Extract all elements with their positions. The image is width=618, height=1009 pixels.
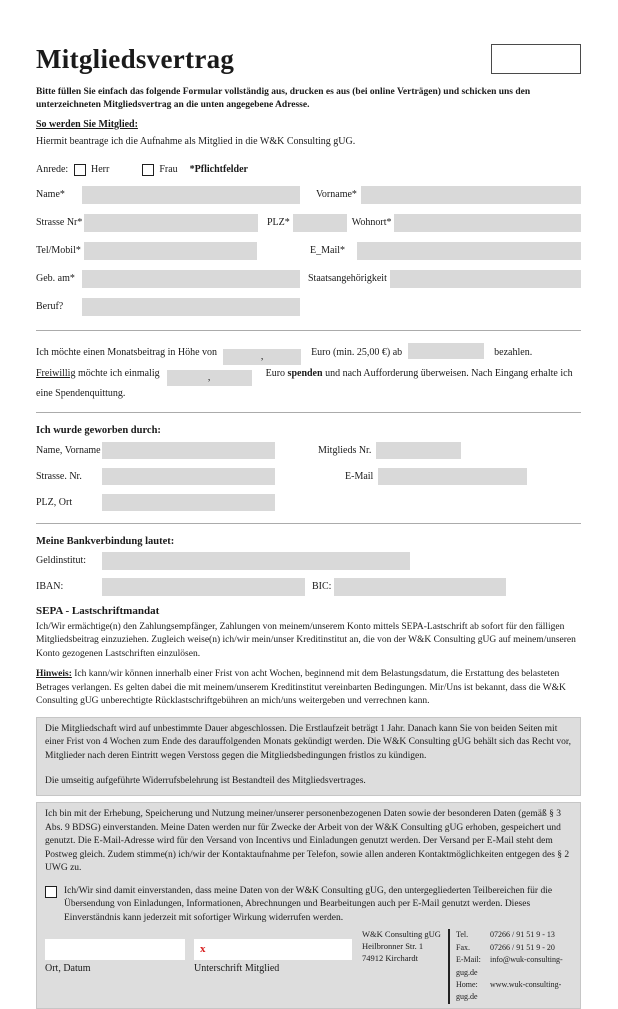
org-name: W&K Consulting gUG [362,929,441,940]
tel-contact-value: 07266 / 91 51 9 - 13 [490,930,555,940]
terms-paragraph: Die Mitgliedschaft wird auf unbestimmte Dauer abgeschlossen. Die Erstlaufzeit beträgt 1 Jahr. Danach kann Sie von beiden Seiten mit einer Frist von 4 Wochen zum Ende des darauffolgenden Monats gekündigt werden. Die W&K Consulting gUG behält sich das Recht vor, Mitglieder nach deren Eintritt wegen Verstoss gegen die Mitgliedsbedingungen fristlos zu kündigen. [45,723,571,761]
privacy-box [36,802,581,1008]
occupation-row [36,298,581,316]
ort-datum-input[interactable] [45,939,185,960]
withdrawal-paragraph: Die umseitig aufgeführte Widerrufsbelehrung ist Bestandteil des Mitgliedsvertrages. [45,775,366,786]
geldinstitut-input[interactable] [102,552,410,570]
date-column [45,929,185,1003]
divider [36,523,581,524]
geldinstitut-label: Geldinstitut: [36,555,86,567]
wohnort-label: Wohnort* [351,217,392,229]
recruiter-name-input[interactable] [102,442,275,459]
recruiter-plz-input[interactable] [102,494,275,511]
privacy-paragraph: Ich bin mit der Erhebung, Speicherung und Nutzung meiner/unserer personenbezogenen Daten sowie der besonderen Daten (gemäß § 3 Abs. 9 BDSG) einverstanden. Meine Daten werden nur für Zwecke der Arbeit von der W&K Consulting gUG erhoben, gespeichert und genutzt. Die E-Mail-Adresse wird für den Versand von Incentivs und Einladungen genutzt werden. Der Versand per E-Mail steht dem Postweg gleich. Zudem stimme(n) ich/wir der Kontaktaufnahme per Telefon, sowie allen anderen Kontaktmöglichkeiten entgegen des § 2 UWG zu. [45,809,570,874]
org-city: 74912 Kirchardt [362,953,418,964]
ort-datum-label: Ort, Datum [45,963,91,975]
contact-row-fax [456,942,572,954]
frau-label: Frau [159,164,178,176]
hinweis-text: Ich kann/wir können innerhalb einer Frist von acht Wochen, beginnend mit dem Belastungsdatum, die Erstattung des belasteten Betrages verlangen. Es gelten dabei die mit meinem/unserem Kreditinstitut vereinbarten Bedingungen. Mir/Uns ist bekannt, dass die W&K Consulting gUG unberechtigte Rücklastschriftgebühren an mich/uns weitergeben und verrechnen kann. [36,669,566,707]
plz-label: PLZ* [267,217,290,229]
sepa-note-paragraph [36,668,581,708]
signature-column [194,929,352,1003]
name-input[interactable] [82,186,300,204]
bic-input[interactable] [334,578,506,596]
page-title: Mitgliedsvertrag [36,44,235,74]
plz-input[interactable] [293,214,347,232]
consent-checkbox[interactable] [45,886,57,898]
iban-label: IBAN: [36,581,64,593]
geb-label: Geb. am* [36,273,75,285]
mitglieds-nr-input[interactable] [376,442,461,459]
donation-text-3: und nach Aufforderung überweisen. Nach Eingang erhalte ich eine Spendenquittung. [36,367,573,399]
recruiter-plz-label: PLZ, Ort [36,496,73,508]
start-date-input[interactable] [408,343,484,359]
donation-text-bold: spenden [287,367,323,379]
home-contact-label: Home: [456,979,478,989]
address-row [36,214,581,232]
monthly-fee-line [36,343,581,365]
recruiter-street-row [36,468,581,485]
staat-label: Staatsangehörigkeit [308,273,387,285]
bank-institute-row [36,552,581,570]
email-contact-value: info@wuk-consulting-gug.de [456,955,563,977]
consent-text: Ich/Wir sind damit einverstanden, dass meine Daten von der W&K Consulting gUG, den untergegliederten Teilbereichen für die Übersendung von Einladungen, Informationen, Abrechnungen und Bearbeitungen auch per E-Mail genutzt werden. Dieses Einverständnis kann jederzeit mit sofortiger Wirkung widerrufen werden. [64,885,553,923]
birthdate-row [36,270,581,288]
signature-x-mark: x [200,943,206,956]
mitglieds-nr-label: Mitglieds Nr. [318,444,372,456]
comma-mark: , [260,350,264,362]
name-label: Name* [36,189,65,201]
vorname-label: Vorname* [316,189,357,201]
unterschrift-label: Unterschrift Mitglied [194,963,280,975]
monatsbeitrag-input[interactable] [223,349,301,365]
bic-label: BIC: [312,581,332,593]
org-address [362,929,444,1003]
email-label: E_Mail* [310,245,345,257]
donation-text-1: möchte ich einmalig [75,367,160,379]
phone-email-row [36,242,581,260]
fax-contact-value: 07266 / 91 51 9 - 20 [490,942,555,952]
recruiter-city-row [36,494,581,511]
comma-mark: , [207,371,211,383]
contact-block [456,929,572,1003]
wohnort-input[interactable] [394,214,581,232]
strasse-input[interactable] [84,214,258,232]
recruiter-strasse-input[interactable] [102,468,275,485]
sepa-paragraph: Ich/Wir ermächtige(n) den Zahlungsempfänger, Zahlungen von meinem/unserem Konto mittels SEPA-Lastschrift ab sofort für den fälligen Mitgliedsbeitrag einzuziehen. Zugleich weise(n) ich/wir mein/unser Kreditinstitut an, die von der W&K Consulting gUG auf meinem/unseren Konto gezogenen Lastschriften einzulösen. [36,621,576,659]
fee-text-1: Ich möchte einen Monatsbeitrag in Höhe von [36,346,218,358]
recruiter-strasse-label: Strasse. Nr. [36,470,82,482]
required-fields-note: *Pflichtfelder [189,164,248,176]
tel-label: Tel/Mobil* [36,245,81,257]
name-row [36,186,581,204]
contact-row-tel [456,929,572,941]
salutation-row [36,164,581,176]
tel-input[interactable] [84,242,257,260]
how-to-heading: So werden Sie Mitglied: [36,118,138,130]
donation-line [36,366,581,402]
tel-contact-label: Tel. [456,930,469,940]
signature-input[interactable] [194,939,352,960]
frau-checkbox[interactable] [142,164,154,176]
divider [36,330,581,331]
recruiter-name-row [36,442,581,459]
email-contact-label: E-Mail: [456,955,481,965]
signature-footer [45,929,572,1003]
beruf-input[interactable] [82,298,300,316]
herr-checkbox[interactable] [74,164,86,176]
donation-text-2: Euro [265,367,288,379]
recruiter-email-input[interactable] [378,468,527,485]
donation-input[interactable] [167,370,252,386]
recruited-heading: Ich wurde geworben durch: [36,424,161,436]
hinweis-label: Hinweis: [36,669,72,680]
consent-row [45,885,572,925]
iban-bic-row [36,578,581,596]
recruiter-email-label: E-Mail [345,470,374,482]
fax-contact-label: Fax. [456,942,470,952]
vorname-input[interactable] [361,186,581,204]
header [36,44,581,75]
email-input[interactable] [357,242,581,260]
org-street: Heilbronner Str. 1 [362,941,424,952]
contact-row-home [456,979,572,1004]
vertical-divider [448,929,450,1003]
geb-input[interactable] [82,270,300,288]
iban-input[interactable] [102,578,305,596]
anrede-label: Anrede: [36,164,69,176]
beruf-label: Beruf? [36,301,64,313]
herr-label: Herr [91,164,110,176]
fee-text-2: Euro (min. 25,00 €) ab [311,346,403,358]
home-contact-value: www.wuk-consulting-gug.de [456,979,562,1002]
terms-box [36,717,581,797]
bank-heading: Meine Bankverbindung lautet: [36,535,175,547]
strasse-label: Strasse Nr* [36,217,83,229]
intro-text: Bitte füllen Sie einfach das folgende Formular vollständig aus, drucken es aus (bei online Verträgen) und schicken uns den unterzeichneten Mitgliedsvertrag an die unten angegebene Adresse. [36,87,531,110]
fee-text-3: bezahlen. [494,346,533,358]
application-text: Hiermit beantrage ich die Aufnahme als Mitglied in die W&K Consulting gUG. [36,135,356,147]
member-number-box[interactable] [491,44,581,74]
recruiter-name-label: Name, Vorname [36,444,101,456]
staat-input[interactable] [390,270,581,288]
donation-text-underlined: Freiwillig [36,367,76,379]
contact-row-email [456,954,572,979]
divider [36,412,581,413]
sepa-heading: SEPA - Lastschriftmandat [36,604,160,617]
